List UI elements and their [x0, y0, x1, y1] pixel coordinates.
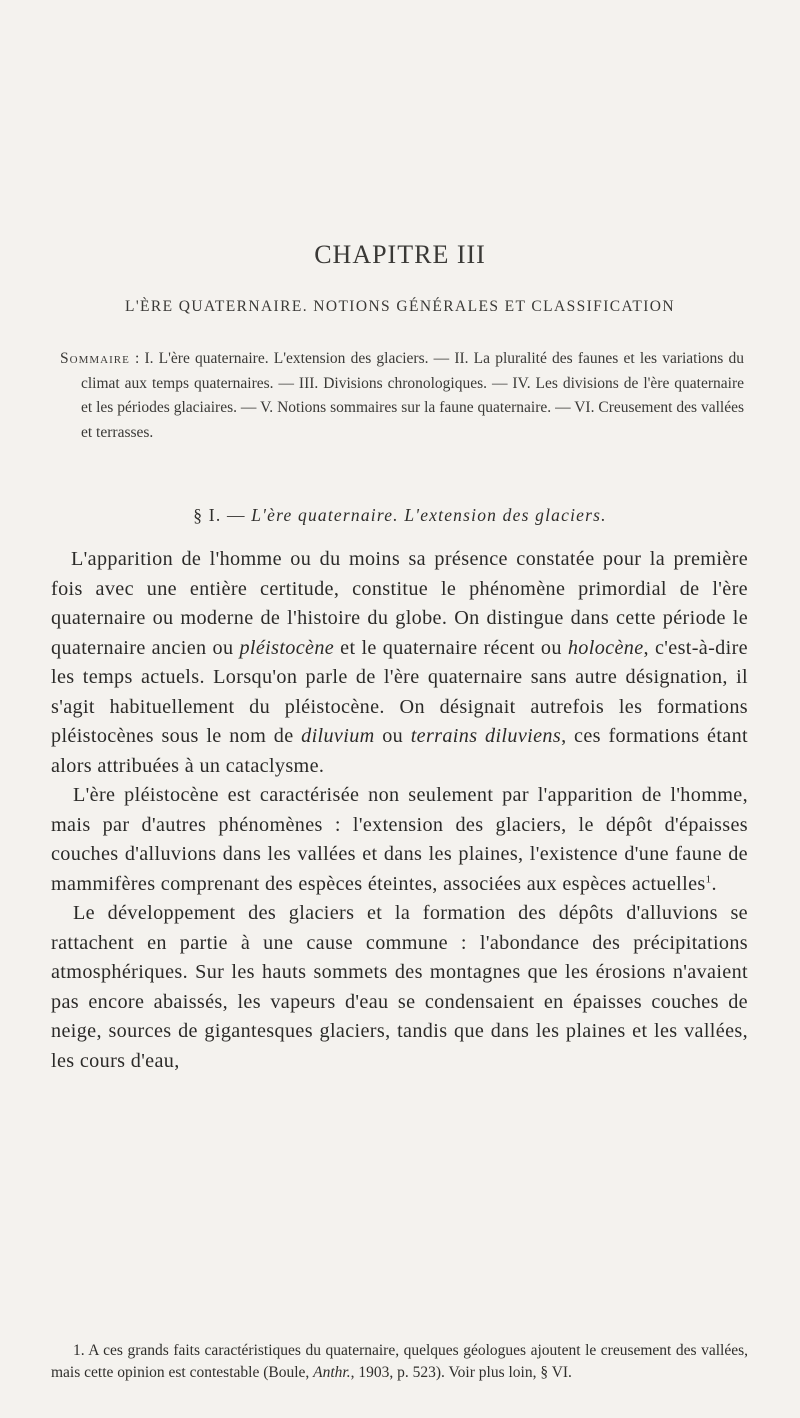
p1-part-c: , c'est-à-dire les temps actuels. Lorsqu'on parle de l'ère quaternaire sans autre désignation, il s'agit habituellement du pléistocène. On désignait autrefois les formations pléistocènes sous le nom de — [51, 636, 748, 747]
term-diluvium: diluvium — [301, 725, 375, 747]
p1-part-e: , ces formations étant alors attribuées à un cataclysme. — [51, 725, 749, 777]
summary-text: : I. L'ère quaternaire. L'extension des glaciers. — II. La pluralité des faunes et les variations du climat aux temps quaternaires. — III. Divisions chronologiques. — IV. Les divisions de l'ère quaternaire et les périodes glaciaires. — V. Notions sommaires sur la faune quaternaire. — VI. Creusement des vallées et terrasses. — [81, 350, 744, 441]
footnote-text-b: , 1903, p. 523). Voir plus loin, § VI. — [350, 1363, 572, 1381]
paragraph-3: Le développement des glaciers et la formation des dépôts d'alluvions se rattachent en partie à une cause commune : l'abondance des précipitations atmosphériques. Sur les hauts sommets des montagnes que les érosions n'avaient pas encore abaissés, les vapeurs d'eau se condensaient en épaisses couches de neige, sources de gigantesques glaciers, tandis que dans les plaines et les vallées, les cours d'eau, — [51, 902, 748, 1072]
footnote-ref: Anthr. — [313, 1363, 351, 1381]
body-text — [51, 545, 748, 1076]
chapter-summary — [60, 347, 744, 445]
term-pleistocene: pléistocène — [239, 636, 335, 659]
chapter-heading: L'ÈRE QUATERNAIRE. NOTIONS GÉNÉRALES ET CLASSIFICATION — [125, 298, 675, 315]
paragraph-2 — [51, 781, 748, 899]
footnote-paragraph — [51, 1340, 748, 1383]
p1-part-b: et le quaternaire récent ou — [340, 636, 562, 659]
footnote — [51, 1340, 748, 1383]
p1-part-a: L'apparition de l'homme ou du moins sa présence constatée pour la première fois avec une entière certitude, constitue le phénomène primordial de l'ère quaternaire ou moderne de l'histoire du globe. On distingue dans cette période le quaternaire ancien ou — [51, 548, 748, 659]
section-title — [40, 505, 760, 526]
summary-paragraph — [60, 347, 744, 445]
term-holocene: holocène — [567, 636, 644, 659]
p2-text: L'ère pléistocène est caractérisée non seulement par l'apparition de l'homme, mais par d'autres phénomènes : l'extension des glaciers, le dépôt d'épaisses couches d'alluvions dans les vallées et dans les plaines, l'existence d'une faune de mammifères comprenant des espèces éteintes, associées aux espèces actuelles — [51, 784, 748, 895]
footnote-marker[interactable]: 1 — [705, 872, 712, 885]
section-number: § I. — — [193, 505, 246, 525]
chapter-number: CHAPITRE III — [314, 240, 486, 269]
p1-part-d: ou — [382, 725, 404, 747]
paragraph-1 — [51, 545, 748, 781]
summary-label: Sommaire — [60, 350, 130, 367]
term-terrains-diluviens: terrains diluviens — [410, 725, 562, 747]
section-title-text: L'ère quaternaire. L'extension des glaciers. — [251, 505, 607, 525]
footnote-text-a: 1. A ces grands faits caractéristiques du quaternaire, quelques géologues ajoutent le creusement des vallées, mais cette opinion est contestable (Boule, — [51, 1342, 748, 1381]
p2-end: . — [711, 872, 717, 895]
